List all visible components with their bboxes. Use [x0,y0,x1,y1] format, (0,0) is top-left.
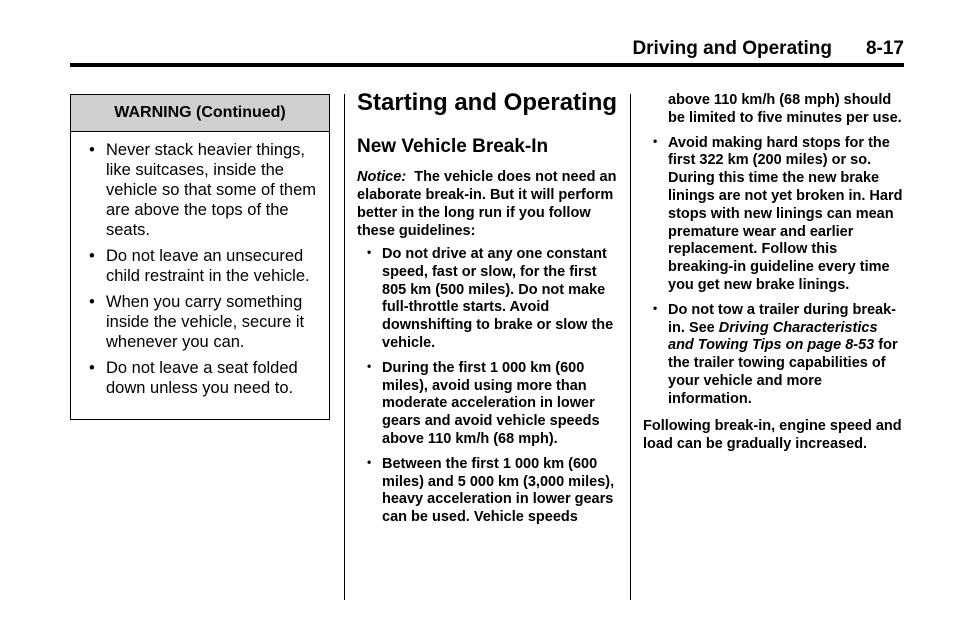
header-rule [70,63,904,67]
warning-item: • Do not leave an unsecured child restraint in the vehicle. [87,246,321,286]
cross-reference-link[interactable]: Driving Characteristics and Towing Tips on page 8-53 [668,319,878,354]
breakin-list [357,246,619,527]
warning-box [70,94,330,420]
breakin-item: • Between the first 1 000 km (600 miles) and 5 000 km (3,000 miles), heavy acceleration in lower gears can be used. Vehicle speeds [357,456,619,527]
notice-paragraph [357,168,619,240]
main-column [357,90,619,534]
column-divider [630,94,631,600]
closing-paragraph: Following break-in, engine speed and load can be gradually increased. [643,417,902,452]
column-divider [344,94,345,600]
page-number: 8-17 [865,38,904,59]
warning-item: • Never stack heavier things, like suitcases, inside the vehicle so that some of them are above the tops of the seats. [87,140,321,240]
warning-list [71,132,329,398]
warning-title: WARNING (Continued) [71,95,329,132]
breakin-list-cont [643,135,905,409]
right-column [643,92,905,453]
warning-item: • Do not leave a seat folded down unless you need to. [87,358,321,398]
section-heading: Starting and Operating [357,89,618,116]
warning-item: • When you carry something inside the vehicle, secure it whenever you can. [87,292,321,352]
page-header [632,38,904,60]
continued-text: above 110 km/h (68 mph) should be limited to five minutes per use. [668,92,902,126]
breakin-item: • During the first 1 000 km (600 miles), avoid using more than moderate acceleration in lower gears and avoid vehicle speeds above 110 km/h (68 mph). [357,360,619,449]
notice-text: The vehicle does not need an elaborate break-in. But it will perform better in the long run if you follow these guidelines: [357,169,617,239]
tow-text-b: for the trailer towing capabilities of your vehicle and more information. [668,337,898,407]
tow-text-a: Do not tow a trailer during break-in. See [668,301,896,336]
breakin-item: • Avoid making hard stops for the first 322 km (200 miles) or so. During this time the new brake linings are not yet broken in. Hard stops with new linings can mean premature wear and earlier replacement. Follow this breaking-in guideline every time you get new brake linings. [643,135,905,295]
subsection-heading: New Vehicle Break-In [357,136,549,157]
breakin-item: • Do not drive at any one constant speed, fast or slow, for the first 805 km (500 miles). Do not make full-throttle starts. Avoid downshifting to brake or slow the vehicle. [357,246,619,353]
section-title: Driving and Operating [632,38,832,59]
notice-label: Notice: [357,169,407,185]
breakin-item [643,302,905,409]
